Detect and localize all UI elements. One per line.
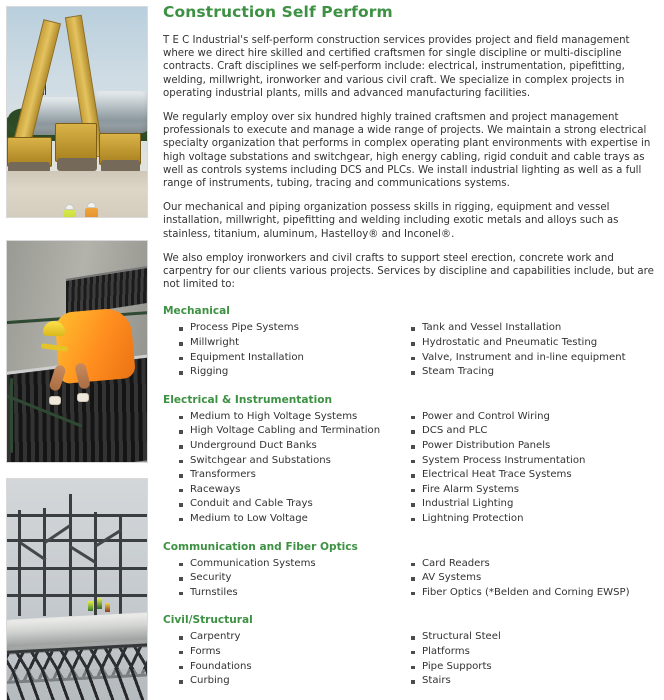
crane-lift-vessel-photo	[6, 6, 148, 218]
service-list-left	[163, 557, 395, 601]
service-list-left	[163, 410, 395, 527]
section-columns	[163, 557, 657, 601]
page-title: Construction Self Perform	[163, 3, 393, 21]
section-title-communication-fiber-optics: Communication and Fiber Optics	[163, 540, 358, 553]
list-item: Communication Systems	[179, 557, 395, 572]
steel-column	[43, 508, 46, 616]
steel-beam	[6, 594, 148, 597]
section-mechanical	[163, 305, 657, 379]
service-list-right	[395, 321, 657, 379]
list-item: Underground Duct Banks	[179, 439, 395, 454]
service-list-left	[163, 630, 395, 688]
ironworker-figure	[105, 603, 110, 612]
list-item: AV Systems	[411, 571, 657, 586]
section-civil-structural	[163, 614, 657, 688]
list-item: Industrial Lighting	[411, 497, 657, 512]
work-glove	[77, 393, 89, 402]
list-item: Forms	[179, 645, 395, 660]
worker-torso	[54, 306, 135, 383]
crane-lift-vessel-scene	[7, 7, 147, 217]
section-column-right	[395, 557, 657, 601]
crane-body	[55, 123, 97, 163]
service-list-right	[395, 630, 657, 688]
ground-surface	[7, 171, 147, 217]
list-item: DCS and PLC	[411, 424, 657, 439]
list-item: Process Pipe Systems	[179, 321, 395, 336]
list-item: Switchgear and Substations	[179, 454, 395, 469]
steel-beam	[6, 514, 148, 517]
hi-vis-vest	[85, 208, 98, 218]
work-glove	[49, 396, 61, 405]
hi-vis-vest	[63, 210, 76, 218]
section-columns	[163, 321, 657, 379]
service-list-right	[395, 557, 657, 601]
list-item: Structural Steel	[411, 630, 657, 645]
list-item: Steam Tracing	[411, 365, 657, 380]
list-item: Electrical Heat Trace Systems	[411, 468, 657, 483]
lower-structure	[7, 669, 147, 700]
worker-grating-scene	[7, 241, 147, 462]
list-item: Conduit and Cable Trays	[179, 497, 395, 512]
service-list-left	[163, 321, 395, 379]
list-item: Millwright	[179, 336, 395, 351]
steel-column	[69, 494, 72, 616]
steel-column	[18, 510, 21, 616]
intro-paragraph-3: Our mechanical and piping organization possess skills in rigging, equipment and vessel installation, millwright, pipefitting and welding including exotic metals and alloys such as stainless, titanium, aluminum, Hastelloy® and Inconel®.	[163, 202, 619, 240]
list-item: Pipe Supports	[411, 660, 657, 675]
section-title-mechanical: Mechanical	[163, 305, 230, 318]
list-item: Turnstiles	[179, 586, 395, 601]
list-item: Equipment Installation	[179, 351, 395, 366]
list-item: Lightning Protection	[411, 512, 657, 527]
ironworker-figure	[88, 601, 93, 611]
list-item: Rigging	[179, 365, 395, 380]
intro-paragraph-4: We also employ ironworkers and civil crafts to support steel erection, concrete work and carpentry for our clients various projects. Services by discipline and capabilities include, but are not limited to:	[163, 252, 654, 291]
section-column-right	[395, 630, 657, 688]
section-columns	[163, 630, 657, 688]
worker-grating-photo	[6, 240, 148, 463]
ironworker-figure	[97, 598, 102, 609]
service-list-right	[395, 410, 657, 527]
steel-beam	[6, 567, 148, 570]
section-column-right	[395, 321, 657, 379]
section-columns	[163, 410, 657, 527]
section-title-civil-structural: Civil/Structural	[163, 614, 253, 627]
list-item: Card Readers	[411, 557, 657, 572]
list-item: Fire Alarm Systems	[411, 483, 657, 498]
list-item: Curbing	[179, 674, 395, 689]
crane-track	[57, 158, 96, 171]
list-item: System Process Instrumentation	[411, 454, 657, 469]
section-column-left	[163, 630, 395, 688]
section-column-left	[163, 321, 395, 379]
intro-paragraph-2: We regularly employ over six hundred highly trained craftsmen and project management professionals to execute and manage a wide range of projects. We maintain a strong electrical specialty organization that performs in complex operating plant environments with expertise in high voltage substations and switchgear, high energy cabling, rigid conduit and cable trays as well as controls systems including DCS and PLCs. We install industrial lighting as well as a full range of instruments, tubing, tracing and communications systems.	[163, 112, 651, 190]
section-electrical-instrumentation	[163, 394, 657, 527]
handrail-post	[10, 378, 13, 453]
steel-erection-scene	[7, 479, 147, 700]
list-item: Fiber Optics (*Belden and Corning EWSP)	[411, 586, 657, 601]
section-communication-fiber-optics	[163, 541, 657, 601]
pressure-vessel-right	[91, 91, 148, 133]
list-item: Carpentry	[179, 630, 395, 645]
list-item: Raceways	[179, 483, 395, 498]
list-item: High Voltage Cabling and Termination	[179, 424, 395, 439]
list-item: Medium to Low Voltage	[179, 512, 395, 527]
list-item: Stairs	[411, 674, 657, 689]
list-item: Foundations	[179, 660, 395, 675]
steel-beam	[6, 539, 148, 542]
list-item: Valve, Instrument and in-line equipment	[411, 351, 657, 366]
intro-paragraph-1: T E C Industrial's self-perform construction services provides project and field management where we direct hire skilled and certified craftsmen for single discipline or multi-discipline contracts. Craft disciplines we self-perform include: electrical, instrumentation, pipefitting, welding, millwright, ironworker and various civil craft. We specialize in complex projects in operating industrial plants, mills and advanced manufacturing facilities.	[163, 35, 630, 99]
list-item: Hydrostatic and Pneumatic Testing	[411, 336, 657, 351]
list-item: Transformers	[179, 468, 395, 483]
section-title-electrical-instrumentation: Electrical & Instrumentation	[163, 393, 333, 406]
list-item: Platforms	[411, 645, 657, 660]
section-column-right	[395, 410, 657, 527]
section-column-left	[163, 410, 395, 527]
section-column-left	[163, 557, 395, 601]
list-item: Power Distribution Panels	[411, 439, 657, 454]
content-column	[163, 0, 657, 691]
list-item: Security	[179, 571, 395, 586]
list-item: Medium to High Voltage Systems	[179, 410, 395, 425]
list-item: Power and Control Wiring	[411, 410, 657, 425]
steel-erection-photo	[6, 478, 148, 700]
list-item: Tank and Vessel Installation	[411, 321, 657, 336]
